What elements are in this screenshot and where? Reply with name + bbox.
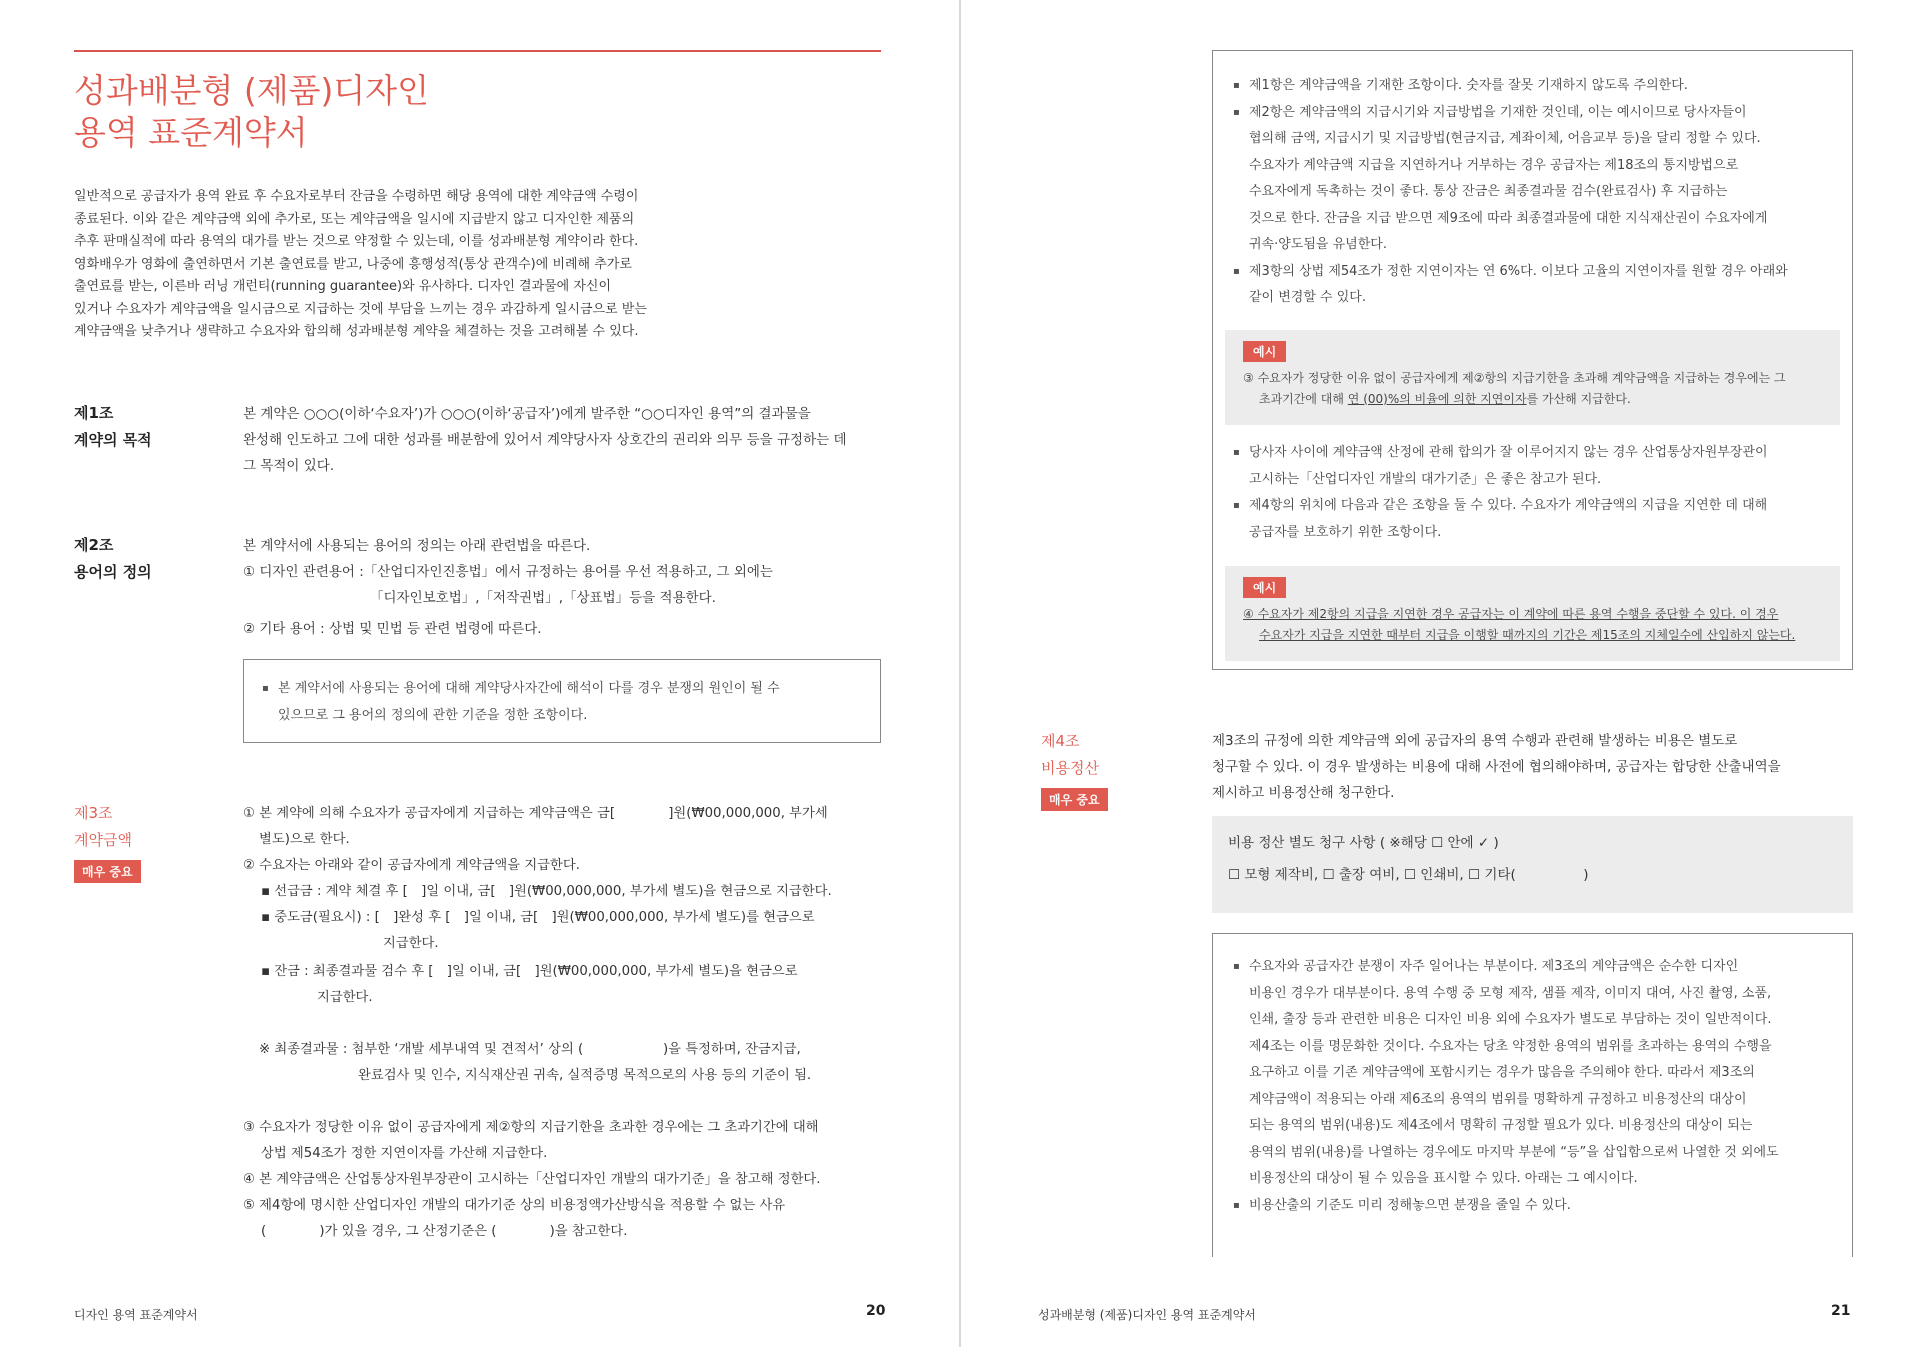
example-fragment: 를 가산해 지급한다. (1526, 392, 1631, 406)
note-line: 귀속·양도됨을 유념한다. (1249, 237, 1387, 252)
body-line: ① 본 계약에 의해 수요자가 공급자에게 지급하는 계약금액은 금[ ]원(₩00,000,000, 부가세 (243, 806, 828, 821)
note-item (1233, 1193, 1838, 1220)
intro-line: 추후 판매실적에 따라 용역의 대가를 받는 것으로 약정할 수 있는데, 이를 성과배분형 계약이라 한다. (74, 234, 639, 249)
article-number: 제2조 (74, 536, 114, 554)
body-line: ③ 수요자가 정당한 이유 없이 공급자에게 제②항의 지급기한을 초과한 경우에는 그 초과기간에 대해 (243, 1120, 819, 1135)
footer-title: 성과배분형 (제품)디자인 용역 표준계약서 (1038, 1308, 1256, 1322)
intro-line: 일반적으로 공급자가 용역 완료 후 수요자로부터 잔금을 수령하면 해당 용역에 대한 계약금액 수령이 (74, 189, 639, 204)
intro-line: 계약금액을 낮추거나 생략하고 수요자와 합의해 성과배분형 계약을 체결하는 것을 고려해볼 수 있다. (74, 324, 639, 339)
example-line (1243, 389, 1822, 410)
article-2-heading (74, 532, 152, 586)
cost-claim-title: 비용 정산 별도 청구 사항 ( ※해당 ☐ 안에 ✓ ) (1228, 835, 1499, 851)
intro-paragraph (74, 186, 714, 344)
importance-badge: 매우 중요 (1041, 788, 1108, 811)
article-4-body (1212, 728, 1781, 806)
intro-line: 영화배우가 영화에 출연하면서 기본 출연료를 받고, 나중에 흥행성적(통상 관객수)에 비례해 추가로 (74, 256, 632, 272)
note-item (1233, 259, 1838, 312)
body-line: ▪ 중도금(필요시) : [ ]완성 후 [ ]일 이내, 금[ ]원(₩00,000,000, 부가세 별도)를 현금으로 (261, 910, 815, 925)
footer-title: 디자인 용역 표준계약서 (74, 1308, 198, 1322)
body-line: 제3조의 규정에 의한 계약금액 외에 공급자의 용역 수행과 관련해 발생하는 비용은 별도로 (1212, 733, 1738, 749)
page-number: 21 (1831, 1303, 1851, 1319)
example-box-2 (1225, 566, 1840, 661)
article-name: 계약금액 (74, 831, 132, 849)
article-3-body (243, 801, 832, 1245)
note-line: ▪ 제1항은 계약금액을 기재한 조항이다. 숫자를 잘못 기재하지 않도록 주의한다. (1249, 78, 1688, 93)
article-number: 제4조 (1041, 732, 1080, 750)
article-number: 제3조 (74, 804, 113, 822)
cost-claim-box (1212, 816, 1853, 913)
example-line: ③ 수요자가 정당한 이유 없이 공급자에게 제②항의 지급기한을 초과해 계약금액을 지급하는 경우에는 그 (1243, 371, 1786, 385)
note-line: ▪ 비용산출의 기준도 미리 정해놓으면 분쟁을 줄일 수 있다. (1249, 1197, 1571, 1213)
title-line-2: 용역 표준계약서 (74, 113, 308, 152)
note-line: 협의해 금액, 지급시기 및 지급방법(현금지급, 계좌이체, 어음교부 등)을 달리 정할 수 있다. (1249, 131, 1761, 146)
note-line: 비용정산의 대상이 될 수 있음을 표시할 수 있다. 아래는 그 예시이다. (1249, 1171, 1638, 1186)
left-page (0, 0, 959, 1347)
importance-badge: 매우 중요 (74, 860, 141, 883)
article-3-commentary-box (1212, 50, 1853, 670)
example-tag: 예시 (1243, 341, 1286, 362)
note-list-2 (1233, 440, 1833, 546)
article-1-body (243, 401, 847, 479)
intro-line: 있거나 수요자가 계약금액을 일시금으로 지급하는 것에 부담을 느끼는 경우 과감하게 일시금으로 받는 (74, 301, 647, 317)
example-text (1243, 368, 1822, 410)
note-line: ▪ 제2항은 계약금액의 지급시기와 지급방법을 기재한 것인데, 이는 예시이므로 당사자들이 (1249, 104, 1747, 120)
note-item (1233, 73, 1838, 100)
note-line: 것으로 한다. 잔금을 지급 받으면 제9조에 따라 최종결과물에 대한 지식재산권이 수요자에게 (1249, 210, 1768, 226)
body-line: 지급한다. (383, 936, 439, 951)
note-line: 인쇄, 출장 등과 관련한 비용은 디자인 비용 외에 수요자가 별도로 부담하는 것이 일반적이다. (1249, 1012, 1772, 1027)
note-line: ▪ 본 계약서에 사용되는 용어에 대해 계약당사자간에 해석이 다를 경우 분쟁의 원인이 될 수 (278, 681, 780, 696)
article-1-heading (74, 400, 152, 454)
body-line: ① 디자인 관련용어 :「산업디자인진흥법」에서 규정하는 용어를 우선 적용하고, 그 외에는 (243, 564, 773, 580)
note-line: 계약금액이 적용되는 아래 제6조의 용역의 범위를 명확하게 규정하고 비용정산의 대상이 (1249, 1091, 1747, 1107)
note-item (1233, 100, 1838, 259)
note-item (262, 676, 862, 729)
body-line: 완성해 인도하고 그에 대한 성과를 배분함에 있어서 계약당사자 상호간의 권리와 의무 등을 규정하는 데 (243, 432, 847, 448)
body-line: ( )가 있을 경우, 그 산정기준은 ( )을 참고한다. (261, 1224, 628, 1239)
note-line: ▪ 제4항의 위치에 다음과 같은 조항을 둘 수 있다. 수요자가 계약금액의 지급을 지연한 데 대해 (1249, 498, 1768, 513)
example-underline: 연 (00)%의 비율에 의한 지연이자 (1347, 392, 1527, 406)
body-line: ※ 최종결과물 : 첨부한 ‘개발 세부내역 및 견적서’ 상의 ( )을 특정하며, 잔금지급, (259, 1042, 801, 1057)
body-line: 본 계약은 ○○○(이하‘수요자’)가 ○○○(이하‘공급자’)에게 발주한 “○○디자인 용역”의 결과물을 (243, 406, 811, 422)
example-line: ④ 수요자가 제2항의 지급을 지연한 경우 공급자는 이 계약에 따른 용역 수행을 중단할 수 있다. 이 경우 (1243, 607, 1779, 621)
title-line-1: 성과배분형 (제품)디자인 (74, 71, 430, 110)
example-box-1 (1225, 330, 1840, 425)
right-page (961, 0, 1919, 1347)
note-line: 제4조는 이를 명문화한 것이다. 수요자는 당초 약정한 용역의 범위를 초과하는 용역의 수행을 (1249, 1038, 1772, 1054)
cost-claim-options[interactable]: ☐ 모형 제작비, ☐ 출장 여비, ☐ 인쇄비, ☐ 기타( ) (1228, 867, 1589, 883)
example-text (1243, 604, 1822, 646)
title-rule (74, 50, 881, 52)
note-item (1233, 440, 1833, 493)
body-line: ④ 본 계약금액은 산업통상자원부장관이 고시하는「산업디자인 개발의 대가기준」을 참고해 정한다. (243, 1172, 821, 1187)
article-4-commentary-box (1212, 933, 1853, 1257)
note-line: ▪ 수요자와 공급자간 분쟁이 자주 일어나는 부분이다. 제3조의 계약금액은 순수한 디자인 (1249, 959, 1739, 974)
body-line: 별도)으로 한다. (259, 832, 350, 847)
article-3-heading (74, 800, 141, 883)
note-item (1233, 493, 1833, 546)
article-4-heading (1041, 728, 1108, 811)
body-line: 상법 제54조가 정한 지연이자를 가산해 지급한다. (261, 1146, 548, 1161)
page-number: 20 (866, 1303, 886, 1319)
body-line: 지급한다. (317, 990, 373, 1005)
body-line: ▪ 잔금 : 최종결과물 검수 후 [ ]일 이내, 금[ ]원(₩00,000,000, 부가세 별도)을 현금으로 (261, 964, 798, 979)
note-line: 공급자를 보호하기 위한 조항이다. (1249, 524, 1442, 540)
example-tag: 예시 (1243, 577, 1286, 598)
page-title (74, 70, 429, 154)
body-line: ② 수요자는 아래와 같이 공급자에게 계약금액을 지급한다. (243, 858, 580, 873)
body-line: ▪ 선급금 : 계약 체결 후 [ ]일 이내, 금[ ]원(₩00,000,000, 부가세 별도)을 현금으로 지급한다. (261, 884, 832, 899)
note-line: 수요자에게 독촉하는 것이 좋다. 통상 잔금은 최종결과물 검수(완료검사) 후 지급하는 (1249, 184, 1728, 199)
article-name: 비용정산 (1041, 759, 1099, 777)
note-line: 되는 용역의 범위(내용)도 제4조에서 명확히 규정할 필요가 있다. 비용정산의 대상이 되는 (1249, 1118, 1753, 1133)
body-line: 제시하고 비용정산해 청구한다. (1212, 785, 1395, 801)
article-2-note-box (243, 659, 881, 743)
body-line: 청구할 수 있다. 이 경우 발생하는 비용에 대해 사전에 협의해야하며, 공급자는 합당한 산출내역을 (1212, 759, 1781, 775)
article-name: 계약의 목적 (74, 431, 152, 449)
article-name: 용어의 정의 (74, 563, 152, 581)
note-line: 비용인 경우가 대부분이다. 용역 수행 중 모형 제작, 샘플 제작, 이미지 대여, 사진 촬영, 소품, (1249, 985, 1772, 1001)
intro-line: 출연료를 받는, 이른바 러닝 개런티(running guarantee)와 유사하다. 디자인 결과물에 자신이 (74, 279, 612, 294)
body-line: ⑤ 제4항에 명시한 산업디자인 개발의 대가기준 상의 비용정액가산방식을 적용할 수 없는 사유 (243, 1198, 786, 1213)
article-number: 제1조 (74, 404, 114, 422)
note-line: 요구하고 이를 기존 계약금액에 포함시키는 경우가 많음을 주의해야 한다. 따라서 제3조의 (1249, 1065, 1755, 1080)
note-line: 있으므로 그 용어의 정의에 관한 기준을 정한 조항이다. (278, 707, 588, 723)
body-line: 「디자인보호법」,「저작권법」,「상표법」등을 적용한다. (370, 590, 716, 606)
note-item (1233, 954, 1838, 1193)
note-line: 수요자가 계약금액 지급을 지연하거나 거부하는 경우 공급자는 제18조의 통지방법으로 (1249, 157, 1739, 173)
article-2-body (243, 533, 773, 642)
note-line: ▪ 제3항의 상법 제54조가 정한 지연이자는 연 6%다. 이보다 고율의 지연이자를 원할 경우 아래와 (1249, 263, 1788, 279)
note-line: ▪ 당사자 사이에 계약금액 산정에 관해 합의가 잘 이루어지지 않는 경우 산업통상자원부장관이 (1249, 445, 1768, 460)
example-fragment: 초과기간에 대해 (1259, 392, 1348, 406)
note-line: 용역의 범위(내용)를 나열하는 경우에도 마지막 부분에 “등”을 삽입함으로써 나열한 것 외에도 (1249, 1144, 1779, 1160)
note-line: 같이 변경할 수 있다. (1249, 290, 1366, 305)
body-line: ② 기타 용어 : 상법 및 민법 등 관련 법령에 따른다. (243, 621, 542, 637)
intro-line: 종료된다. 이와 같은 계약금액 외에 추가로, 또는 계약금액을 일시에 지급받지 않고 디자인한 제품의 (74, 211, 635, 227)
body-line: 본 계약서에 사용되는 용어의 정의는 아래 관련법을 따른다. (243, 538, 591, 554)
example-line: 수요자가 지급을 지연한 때부터 지급을 이행할 때까지의 기간은 제15조의 지체일수에 산입하지 않는다. (1259, 628, 1796, 642)
note-line: 고시하는「산업디자인 개발의 대가기준」은 좋은 참고가 된다. (1249, 471, 1602, 487)
body-line: 그 목적이 있다. (243, 458, 335, 474)
body-line: 완료검사 및 인수, 지식재산권 귀속, 실적증명 목적으로의 사용 등의 기준이 됨. (358, 1068, 812, 1083)
